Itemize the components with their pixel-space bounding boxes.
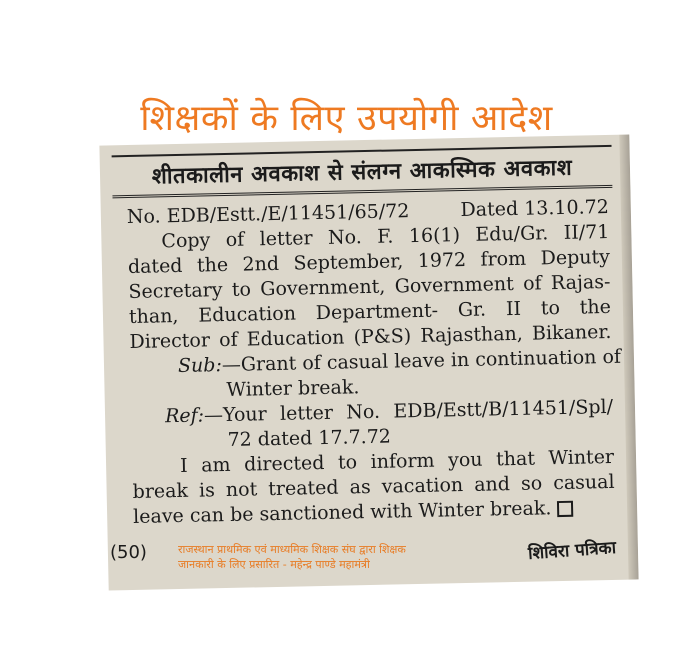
copy-line: Copy of letter No. F. 16(1) Edu/Gr. II/71: [161, 220, 610, 253]
subject-text: —Grant of casual leave in continuation of: [221, 345, 622, 377]
copy-line: Secretary to Government, Government of Rajas-: [128, 270, 611, 304]
letter-date: Dated 13.10.72: [460, 195, 610, 222]
reference-number: No. EDB/Estt./E/11451/65/72: [126, 200, 410, 229]
credit-note: [178, 542, 478, 572]
body-line: break is not treated as vacation and so casual: [132, 470, 615, 503]
copy-line: than, Education Department- Gr. II to the: [128, 295, 612, 329]
body-line: I am directed to inform you that Winter: [179, 445, 615, 477]
banner-title: शिक्षकों के लिए उपयोगी आदेश: [140, 98, 553, 139]
copy-line: dated the 2nd September, 1972 from Deputy: [127, 245, 611, 279]
ref-line-2: 72 dated 17.7.72: [227, 425, 392, 451]
credit-line: राजस्थान प्राथमिक एवं माध्यमिक शिक्षक संघ द्वारा शिक्षक: [178, 543, 406, 556]
body-line-text: leave can be sanctioned with Winter break.: [132, 497, 552, 528]
page-edge: [619, 134, 638, 579]
footer: [104, 530, 624, 580]
document-heading: शीतकालीन अवकाश से संलग्न आकस्मिक अवकाश: [151, 155, 573, 190]
copy-line: Director of Education (P&S) Rajasthan, Bikaner.: [129, 320, 612, 354]
ref-label: Ref:: [164, 404, 205, 428]
document-page-scan: [99, 134, 638, 590]
page-number: (50): [110, 542, 147, 563]
letter-body: [126, 195, 622, 530]
subject-line-2: Winter break.: [226, 376, 360, 401]
subject-label: Sub:: [177, 354, 223, 377]
ref-text: —Your letter No. EDB/Estt/B/11451/Spl/: [203, 395, 614, 427]
magazine-name: शिविरा पत्रिका: [527, 537, 617, 565]
end-mark-box-icon: [557, 501, 573, 517]
credit-line: जानकारी के लिए प्रसारित - महेन्द्र पाण्डे महामंत्री: [178, 558, 370, 571]
heading-box: [112, 145, 613, 198]
